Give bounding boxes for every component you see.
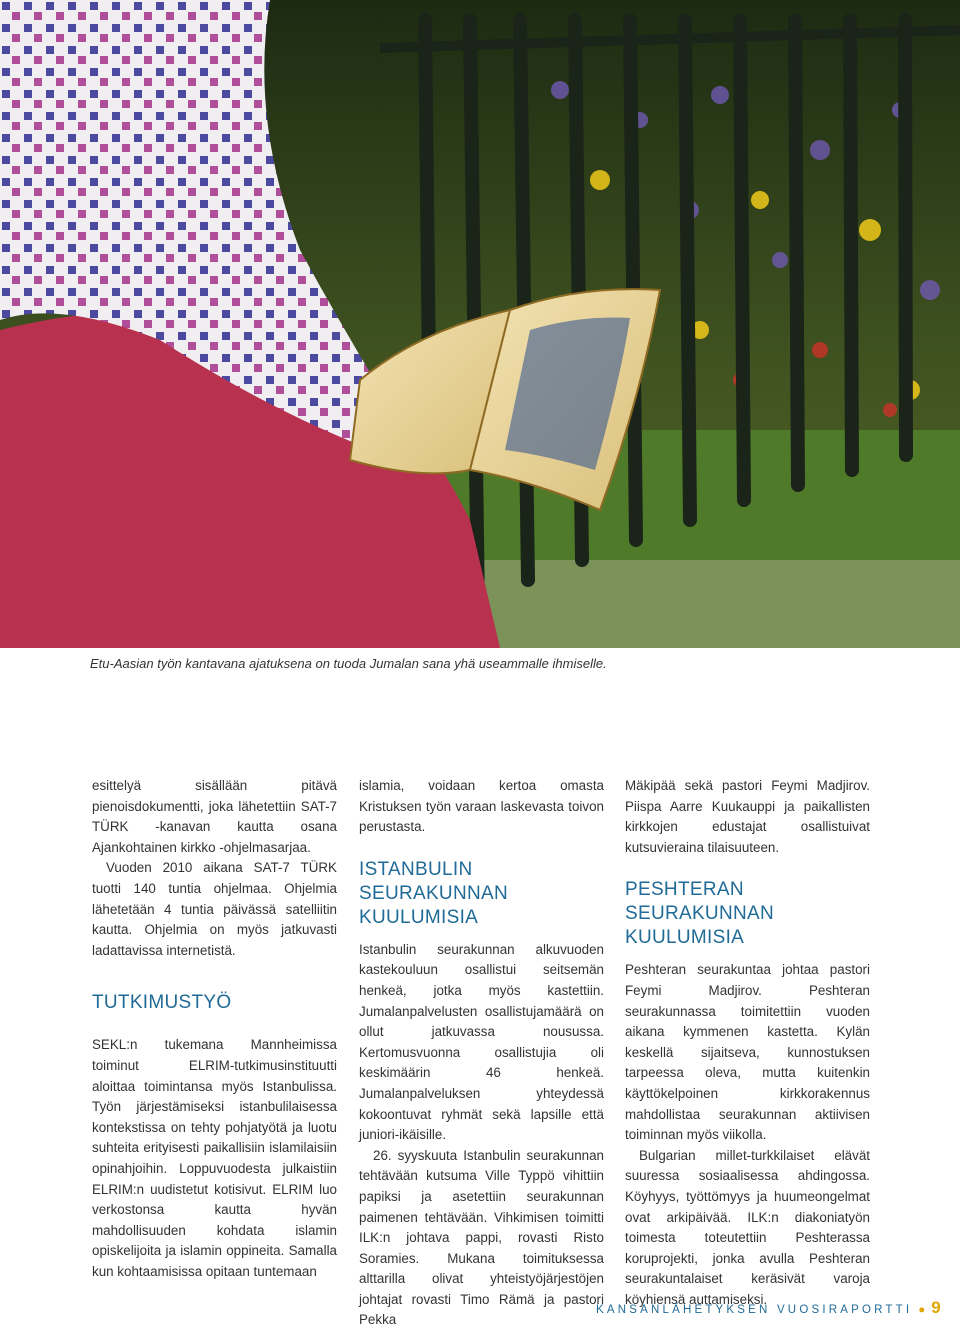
bullet-icon: ● [918, 1304, 926, 1316]
photo-caption: Etu-Aasian työn kantavana ajatuksena on tuoda Jumalan sana yhä useammalle ihmiselle. [90, 656, 607, 671]
paragraph: islamia, voidaan kertoa omasta Kristuksen työn varaan laskevasta toivon perustasta. [359, 778, 604, 835]
paragraph: SEKL:n tukemana Mannheimissa toiminut ELRIM-tutkimusinstituutti aloittaa toimintansa myös Istanbulissa. Työn järjestämiseksi istanbulilaisessa kontekstissa on tehty pohjatyötä ja luotu suhteita erityisesti paikallisiin islamilaisiin opinahjoihin. Loppuvuodesta julkaistiin ELRIM:n uudistetut kotisivut. ELRIM luo verkostonsa kautta hyvän mahdollisuuden kohdata islamin opiskelijoita ja islamin oppineita. Samalla kun kohtaamisissa opitaan tuntemaan [92, 1037, 337, 1279]
paragraph: Istanbulin seurakunnan alkuvuoden kastekouluun osallistui seitsemän henkeä, jotka myös kastettiin. Jumalanpalvelusten osallistujamäärä on ollut jatkuvassa nousussa. Kertomusvuonna osallistujia oli keskimäärin 46 henkeä. Jumalanpalveluksen yhteydessä kokoontuvat ryhmät sekä lapsille että juniori-ikäisille. [359, 941, 604, 1143]
page-number: 9 [931, 1298, 941, 1317]
paragraph: esittelyä sisällään pitävä pienoisdokumentti, joka lähetettiin SAT-7 TÜRK -kanavan kautta osana Ajankohtainen kirkko -ohjelmasarjaa. [92, 778, 337, 855]
photo-illustration [0, 0, 960, 648]
page-footer [596, 1298, 941, 1318]
section-heading-tutkimustyo: TUTKIMUSTYÖ [92, 992, 232, 1014]
paragraph: 26. syyskuuta Istanbulin seurakunnan tehtävään kutsuma Ville Typpö vihittiin papiksi ja asetettiin seurakunnan paimenen tehtävään. Vihkimisen toimitti ILK:n johtava pappi, rovasti Risto Soramies. Mukana toimituksessa alttarilla olivat yhteistyöjärjestöjen johtajat rovasti Timo Rämä ja pastori Pekka [359, 1147, 604, 1328]
hero-photo [0, 0, 960, 648]
text-column-3 [625, 776, 870, 1310]
paragraph: Peshteran seurakuntaa johtaa pastori Feymi Madjirov. Peshteran seurakunnassa toimitettiin vuoden aikana kymmenen kastetta. Kylän keskellä sijaitseva, kunnostuksen tarpeessa oleva, mutta kuitenkin käyttökelpoinen kirkkorakennus mahdollistaa seurakunnan aktiivisen toiminnan myös viikolla. [625, 962, 870, 1143]
section-heading-peshtera: PESHTERAN SEURAKUNNAN KUULUMISIA [625, 879, 774, 949]
paragraph: Bulgarian millet-turkkilaiset elävät suuressa sosiaalisessa ahdingossa. Köyhyys, työttömyys ja huumeongelmat ovat arkipäivää. ILK:n diakoniatyön toimesta toteutettiin Peshterassa koruprojekti, jonka avulla Peshteran seurakuntalaiset keräsivät varoja köyhiensä auttamiseksi. [625, 1147, 870, 1307]
paragraph: Mäkipää sekä pastori Feymi Madjirov. Piispa Aarre Kuukauppi ja paikallisten kirkkojen edustajat osallistuivat kutsuvieraina tilaisuuteen. [625, 778, 870, 855]
text-column-2 [359, 776, 604, 1331]
section-heading-istanbul: ISTANBULIN SEURAKUNNAN KUULUMISIA [359, 858, 508, 928]
text-column-1 [92, 776, 337, 1282]
footer-title: KANSANLÄHETYKSEN VUOSIRAPORTTI [596, 1304, 913, 1316]
paragraph: Vuoden 2010 aikana SAT-7 TÜRK tuotti 140 tuntia ohjelmaa. Ohjelmia lähetetään 4 tuntia päivässä satelliitin kautta. Ohjelmia on myös jatkuvasti ladattavissa internetistä. [92, 860, 337, 958]
